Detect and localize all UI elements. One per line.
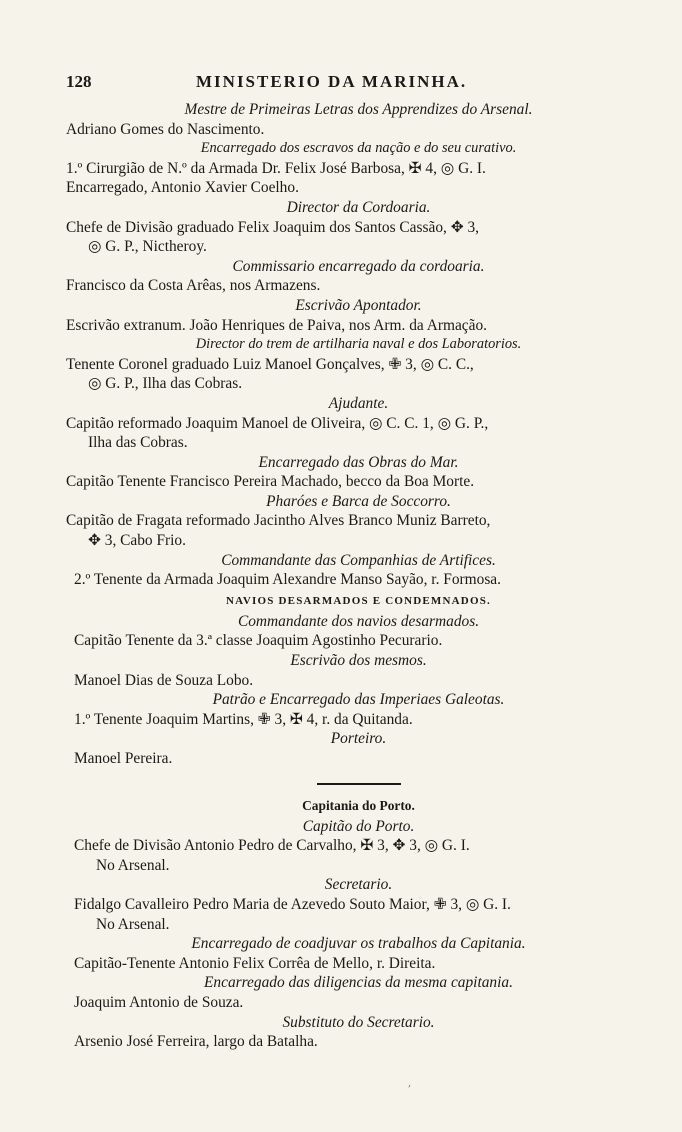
heading-line: Commandante dos navios desarmados.: [237, 612, 480, 630]
text-line: Fidalgo Cavalleiro Pedro Maria de Azevedo Souto Maior, ✙ 3, ◎ G. I.: [74, 895, 511, 913]
page-number: 128: [66, 72, 92, 91]
continuation-line: No Arsenal.: [96, 856, 170, 874]
text-line: Tenente Coronel graduado Luiz Manoel Gonçalves, ✙ 3, ◎ C. C.,: [66, 355, 474, 373]
running-title: MINISTERIO DA MARINHA.: [196, 72, 468, 91]
text-line: Capitão reformado Joaquim Manoel de Oliveira, ◎ C. C. 1, ◎ G. P.,: [66, 414, 489, 432]
heading-line: Encarregado das diligencias da mesma capitania.: [204, 974, 513, 992]
heading-line: Commissario encarregado da cordoaria.: [232, 257, 485, 275]
text-line: Chefe de Divisão Antonio Pedro de Carvalho, ✠ 3, ✥ 3, ◎ G. I.: [74, 837, 470, 855]
heading-line: Porteiro.: [330, 730, 387, 748]
continuation-line: ◎ G. P., Ilha das Cobras.: [88, 375, 243, 393]
heading-line: Commandante das Companhias de Artifices.: [221, 551, 496, 569]
text-line: Encarregado, Antonio Xavier Coelho.: [66, 179, 299, 197]
text-line: Capitão de Fragata reformado Jacintho Alves Branco Muniz Barreto,: [66, 512, 491, 530]
text-line: Adriano Gomes do Nascimento.: [66, 120, 265, 138]
heading-line: Secretario.: [324, 876, 393, 894]
text-line: 1.º Tenente Joaquim Martins, ✙ 3, ✠ 4, r. da Quitanda.: [74, 710, 413, 728]
text-line: Escrivão extranum. João Henriques de Paiva, nos Arm. da Armação.: [66, 316, 487, 334]
heading-line: Director do trem de artilharia naval e dos Laboratorios.: [195, 336, 522, 353]
heading-line: Patrão e Encarregado das Imperiaes Galeotas.: [212, 691, 505, 709]
continuation-line: ◎ G. P., Nictheroy.: [88, 238, 207, 256]
text-line: Francisco da Costa Arêas, nos Armazens.: [66, 277, 321, 295]
heading-line: Encarregado das Obras do Mar.: [258, 453, 459, 471]
heading-line: Substituto do Secretario.: [282, 1013, 435, 1031]
heading-line: Capitão do Porto.: [302, 817, 415, 835]
text-line: Manoel Pereira.: [74, 750, 173, 767]
text-line: Joaquim Antonio de Souza.: [74, 993, 244, 1011]
continuation-line: No Arsenal.: [96, 915, 170, 933]
heading-line: Pharóes e Barca de Soccorro.: [266, 492, 451, 510]
text-line: Chefe de Divisão graduado Felix Joaquim dos Santos Cassão, ✥ 3,: [66, 218, 479, 236]
heading-line: Encarregado dos escravos da nação e do seu curativo.: [200, 140, 517, 157]
page-body: [66, 100, 651, 1052]
continuation-line: ✥ 3, Cabo Frio.: [88, 532, 186, 550]
heading-line: Encarregado de coadjuvar os trabalhos da Capitania.: [191, 935, 526, 953]
text-line: Capitão-Tenente Antonio Felix Corrêa de Mello, r. Direita.: [74, 954, 436, 972]
text-line: 2.º Tenente da Armada Joaquim Alexandre Manso Sayão, r. Formosa.: [74, 571, 501, 589]
text-line: Capitão Tenente da 3.ª classe Joaquim Agostinho Pecurario.: [74, 632, 443, 650]
text-line: Manoel Dias de Souza Lobo.: [74, 671, 254, 689]
page-header: [66, 72, 651, 98]
ink-speck: ,: [408, 1078, 412, 1089]
heading-line: Escrivão dos mesmos.: [290, 652, 427, 670]
text-line: 1.º Cirurgião de N.º da Armada Dr. Felix José Barbosa, ✠ 4, ◎ G. I.: [66, 159, 486, 177]
continuation-line: Ilha das Cobras.: [88, 434, 188, 452]
heading-line: Escrivão Apontador.: [295, 296, 422, 314]
section-divider: [317, 783, 401, 785]
text-line: Arsenio José Ferreira, largo da Batalha.: [74, 1033, 318, 1051]
heading-line: Ajudante.: [328, 394, 389, 412]
section-title: Capitania do Porto.: [302, 797, 415, 813]
heading-line: Director da Cordoaria.: [286, 198, 431, 216]
text-line: Capitão Tenente Francisco Pereira Machado, becco da Boa Morte.: [66, 473, 475, 491]
section-subtitle: NAVIOS DESARMADOS E CONDEMNADOS.: [226, 594, 491, 607]
heading-line: Mestre de Primeiras Letras dos Apprendizes do Arsenal.: [184, 101, 533, 118]
